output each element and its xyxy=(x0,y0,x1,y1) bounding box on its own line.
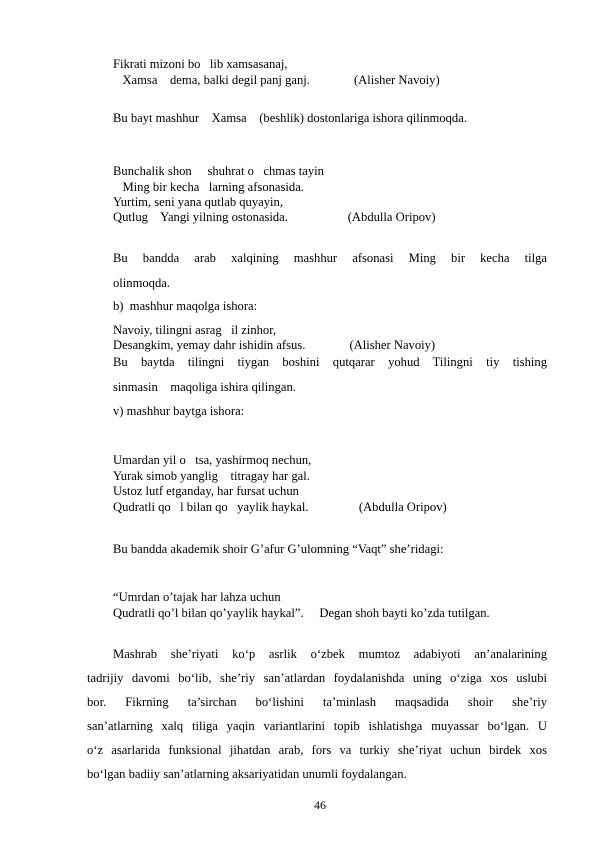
text-line: “Umrdan o’tajak har lahza uchun xyxy=(113,590,281,604)
text-line: Desangkim, yemay dahr ishidin afsus. (Alisher Navoiy) xyxy=(113,338,436,352)
text-line: Ming bir kecha larning afsonasida. xyxy=(113,180,304,194)
text-line: Qudratli qo’l bilan qo’yaylik haykal”. Degan shoh bayti ko’zda tutilgan. xyxy=(113,606,490,620)
text-line: Bu bayt mashhur Xamsa (beshlik) dostonlariga ishora qilinmoqda. xyxy=(113,111,467,125)
text-line: Bunchalik shon shuhrat o chmas tayin xyxy=(113,164,324,178)
text-line: Bu bandda arab xalqining mashhur afsonasi Ming bir kecha tilga xyxy=(113,251,547,265)
text-line: Fikrati mizoni bo lib xamsasanaj, xyxy=(113,57,288,71)
text-line: b) mashhur maqolga ishora: xyxy=(113,299,258,313)
text-line: Bu bandda akademik shoir G’afur G’ulomning “Vaqt” she’ridagi: xyxy=(113,542,444,556)
text-line: Navoiy, tilingni asrag il zinhor, xyxy=(113,323,277,337)
paragraph-line: bor. Fikrning ta’sirchan bo‘lishini ta’minlash maqsadida shoir she’riy xyxy=(87,695,547,709)
text-line: Qudratli qo l bilan qo yaylik haykal. (Abdulla Oripov) xyxy=(113,500,447,514)
text-line: Ustoz lutf etganday, har fursat uchun xyxy=(113,484,299,498)
text-line: Yurtim, seni yana qutlab quyayin, xyxy=(113,195,283,209)
paragraph-line: bo‘lgan badiiy san’atlarning aksariyatidan unumli foydalangan. xyxy=(87,767,407,781)
text-line: Bu baytda tilingni tiygan boshini qutqarar yohud Tilingni tiy tishing xyxy=(113,355,547,369)
text-line: olinmoqda. xyxy=(113,276,171,290)
paragraph-line: tadrijiy davomi bo‘lib, she’riy san’atlardan foydalanishda uning o‘ziga xos uslubi xyxy=(87,671,547,685)
text-line: Xamsa dema, balki degil panj ganj. (Alisher Navoiy) xyxy=(113,73,440,87)
text-line: Umardan yil o tsa, yashirmoq nechun, xyxy=(113,453,312,467)
text-line: Qutlug Yangi yilning ostonasida. (Abdulla Oripov) xyxy=(113,210,436,224)
text-line: Yurak simob yanglig titragay har gal. xyxy=(113,469,310,483)
paragraph-line: san’atlarning xalq tiliga yaqin variantlarini topib ishlatishga muyassar bo‘lgan. U xyxy=(87,719,547,733)
text-line: sinmasin maqoliga ishira qilingan. xyxy=(113,380,296,394)
paragraph-line: Mashrab she’riyati ko‘p asrlik o‘zbek mumtoz adabiyoti an’analarining xyxy=(113,647,547,661)
text-line: v) mashhur baytga ishora: xyxy=(113,404,245,418)
page-number: 46 xyxy=(314,798,326,812)
paragraph-line: o‘z asarlarida funksional jihatdan arab, fors va turkiy she’riyat uchun birdek xos xyxy=(87,743,547,757)
